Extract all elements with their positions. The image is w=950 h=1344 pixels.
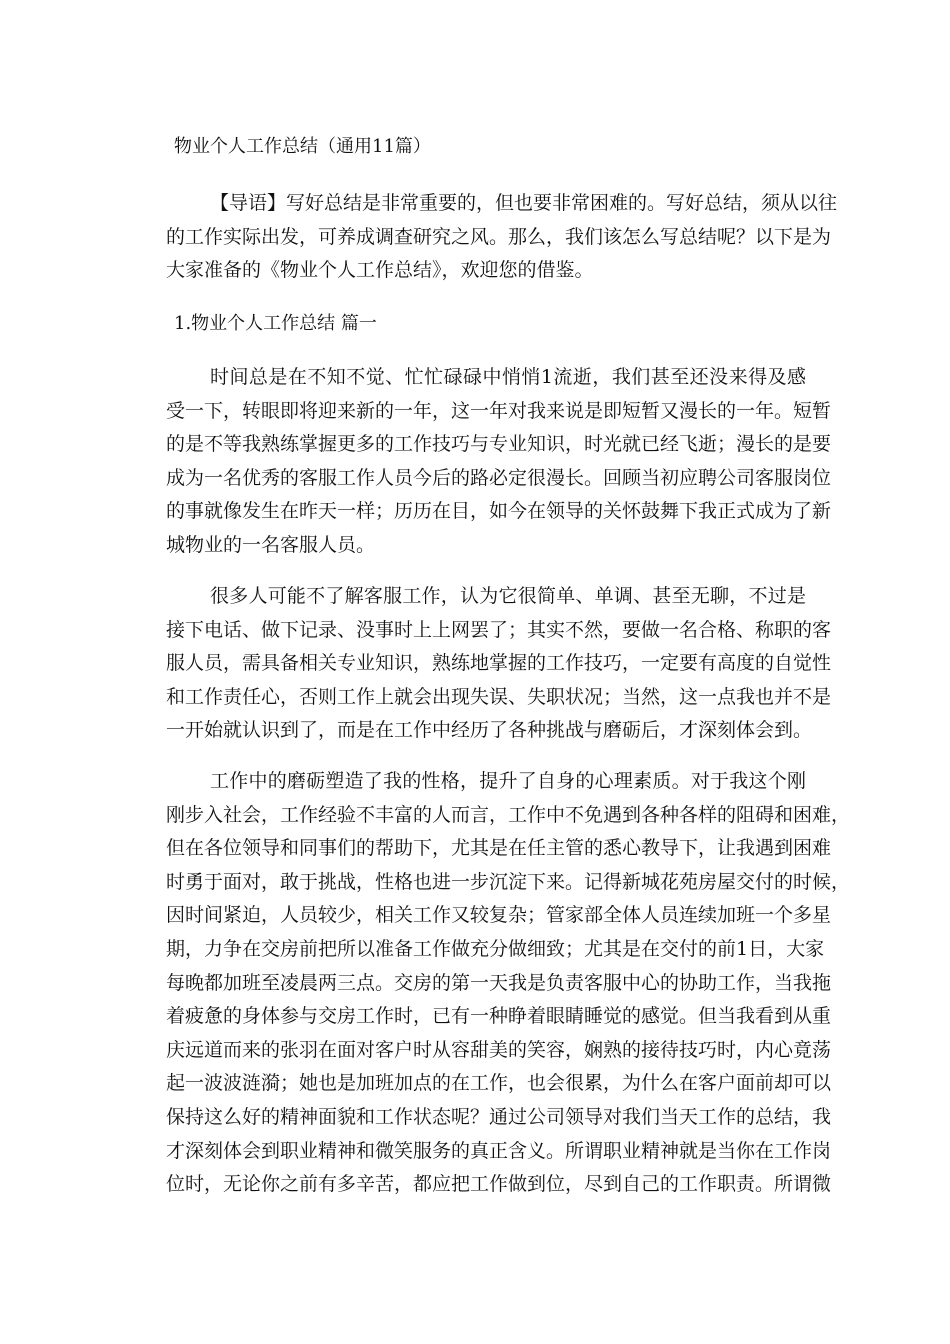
- paragraph-line: 和工作责任心，否则工作上就会出现失误、失职状况；当然，这一点我也并不是: [166, 685, 832, 708]
- paragraph-line: 的事就像发生在昨天一样；历历在目，如今在领导的关怀鼓舞下我正式成为了新: [166, 500, 832, 523]
- paragraph-line: 保持这么好的精神面貌和工作状态呢？通过公司领导对我们当天工作的总结，我: [166, 1105, 832, 1128]
- paragraph-line: 时勇于面对，敢于挑战，性格也进一步沉淀下来。记得新城花苑房屋交付的时候，: [166, 870, 851, 893]
- paragraph-line: 工作中的磨砺塑造了我的性格，提升了自身的心理素质。对于我这个刚: [210, 770, 806, 792]
- document-title: 物业个人工作总结（通用11篇）: [174, 136, 431, 157]
- paragraph-line: 每晚都加班至凌晨两三点。交房的第一天我是负责客服中心的协助工作，当我拖: [166, 971, 832, 994]
- paragraph-line: 刚步入社会，工作经验不丰富的人而言，工作中不免遇到各种各样的阻碍和困难，: [166, 803, 851, 826]
- paragraph-line: 接下电话、做下记录、没事时上上网罢了；其实不然，要做一名合格、称职的客: [166, 618, 832, 641]
- paragraph-line: 很多人可能不了解客服工作，认为它很简单、单调、甚至无聊，不过是: [210, 585, 806, 607]
- body-paragraph-2: [166, 580, 832, 748]
- section-heading: 1.物业个人工作总结 篇一: [174, 313, 377, 334]
- paragraph-line: 时间总是在不知不觉、忙忙碌碌中悄悄1流逝，我们甚至还没来得及感: [210, 366, 806, 388]
- body-paragraph-3: [166, 765, 851, 1202]
- body-paragraph-1: [166, 361, 832, 563]
- paragraph-line: 期，力争在交房前把所以准备工作做充分做细致；尤其是在交付的前1日，大家: [166, 937, 825, 960]
- paragraph-line: 庆远道而来的张羽在面对客户时从容甜美的笑容，娴熟的接待技巧时，内心竟荡: [166, 1038, 832, 1061]
- paragraph-line: 起一波波涟漪；她也是加班加点的在工作，也会很累，为什么在客户面前却可以: [166, 1072, 832, 1095]
- paragraph-line: 城物业的一名客服人员。: [166, 533, 376, 556]
- intro-line: 的工作实际出发，可养成调查研究之风。那么，我们该怎么写总结呢？以下是为: [166, 225, 832, 248]
- paragraph-line: 一开始就认识到了，而是在工作中经历了各种挑战与磨砺后，才深刻体会到。: [166, 719, 813, 742]
- paragraph-line: 但在各位领导和同事们的帮助下，尤其是在任主管的悉心教导下，让我遇到困难: [166, 837, 832, 860]
- paragraph-line: 服人员，需具备相关专业知识，熟练地掌握的工作技巧，一定要有高度的自觉性: [166, 652, 832, 675]
- paragraph-line: 才深刻体会到职业精神和微笑服务的真正含义。所谓职业精神就是当你在工作岗: [166, 1139, 832, 1162]
- intro-paragraph: [166, 187, 838, 288]
- paragraph-line: 受一下，转眼即将迎来新的一年，这一年对我来说是即短暂又漫长的一年。短暂: [166, 399, 832, 422]
- paragraph-line: 因时间紧迫，人员较少，相关工作又较复杂；管家部全体人员连续加班一个多星: [166, 904, 832, 927]
- intro-line: 大家准备的《物业个人工作总结》，欢迎您的借鉴。: [166, 259, 594, 282]
- paragraph-line: 成为一名优秀的客服工作人员今后的路必定很漫长。回顾当初应聘公司客服岗位: [166, 466, 832, 489]
- intro-line: 【导语】写好总结是非常重要的，但也要非常困难的。写好总结，须从以往: [210, 192, 838, 214]
- paragraph-line: 着疲惫的身体参与交房工作时，已有一种睁着眼睛睡觉的感觉。但当我看到从重: [166, 1005, 832, 1028]
- paragraph-line: 的是不等我熟练掌握更多的工作技巧与专业知识，时光就已经飞逝；漫长的是要: [166, 433, 832, 456]
- paragraph-line: 位时，无论你之前有多辛苦，都应把工作做到位，尽到自己的工作职责。所谓微: [166, 1173, 832, 1196]
